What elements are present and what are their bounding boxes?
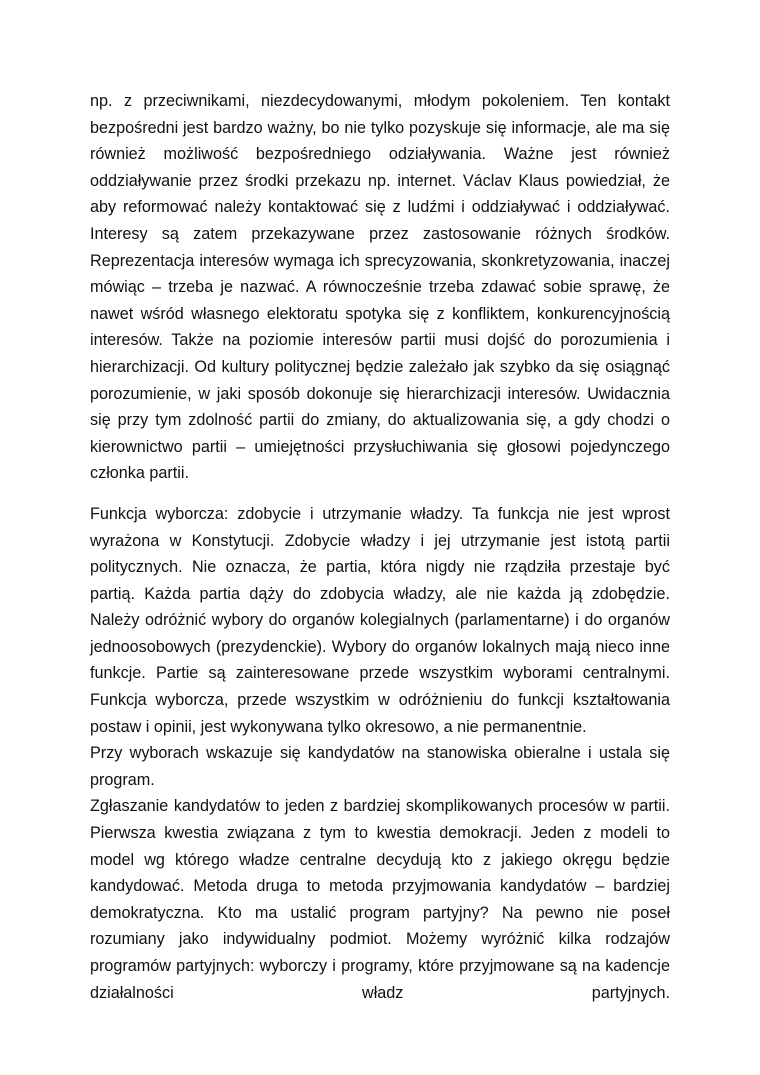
- paragraph-nominating-candidates: Zgłaszanie kandydatów to jeden z bardziej skomplikowanych procesów w partii. Pierwsza kwestia związana z tym to kwestia demokracji. Jeden z modeli to model wg którego władze centralne decydują kto z jakiego okręgu będzie kandydować. Metoda druga to metoda przyjmowania kandydatów – bardziej demokratyczna. Kto ma ustalić program partyjny? Na pewno nie poseł rozumiany jako indywidualny podmiot. Możemy wyróżnić kilka rodzajów programów partyjnych: wyborczy i programy, które przyjmowane są na kadencje działalności władz partyjnych.: [90, 797, 670, 1002]
- document-page: [90, 88, 670, 1006]
- paragraph-candidates-and-program: Przy wyborach wskazuje się kandydatów na stanowiska obieralne i ustala się program.: [90, 744, 670, 789]
- paragraph-contact-and-interests: np. z przeciwnikami, niezdecydowanymi, młodym pokoleniem. Ten kontakt bezpośredni jest bardzo ważny, bo nie tylko pozyskuje się informacje, ale ma się również możliwość bezpośredniego odziaływania. Ważne jest również oddziaływanie przez środki przekazu np. internet. Václav Klaus powiedział, że aby reformować należy kontaktować się z ludźmi i oddziaływać i oddziaływać. Interesy są zatem przekazywane przez zastosowanie różnych środków. Reprezentacja interesów wymaga ich sprecyzowania, skonkretyzowania, inaczej mówiąc – trzeba je nazwać. A równocześnie trzeba zdawać sobie sprawę, że nawet wśród własnego elektoratu spotyka się z konfliktem, konkurencyjnością interesów. Także na poziomie interesów partii musi dojść do porozumienia i hierarchizacji. Od kultury politycznej będzie zależało jak szybko da się osiągnąć porozumienie, w jaki sposób dokonuje się hierarchizacji interesów. Uwidacznia się przy tym zdolność partii do zmiany, do aktualizowania się, a gdy chodzi o kierownictwo partii – umiejętności przysłuchiwania się głosowi pojedynczego członka partii.: [90, 92, 670, 483]
- paragraph-electoral-function: Funkcja wyborcza: zdobycie i utrzymanie władzy. Ta funkcja nie jest wprost wyrażona w Konstytucji. Zdobycie władzy i jej utrzymanie jest istotą partii politycznych. Nie oznacza, że partia, która nigdy nie rządziła przestaje być partią. Każda partia dąży do zdobycia władzy, ale nie każda ją zdobędzie. Należy odróżnić wybory do organów kolegialnych (parlamentarne) i do organów jednoosobowych (prezydenckie). Wybory do organów lokalnych mają nieco inne funkcje. Partie są zainteresowane przede wszystkim wyborami centralnymi. Funkcja wyborcza, przede wszystkim w odróżnieniu do funkcji kształtowania postaw i opinii, jest wykonywana tylko okresowo, a nie permanentnie.: [90, 504, 670, 736]
